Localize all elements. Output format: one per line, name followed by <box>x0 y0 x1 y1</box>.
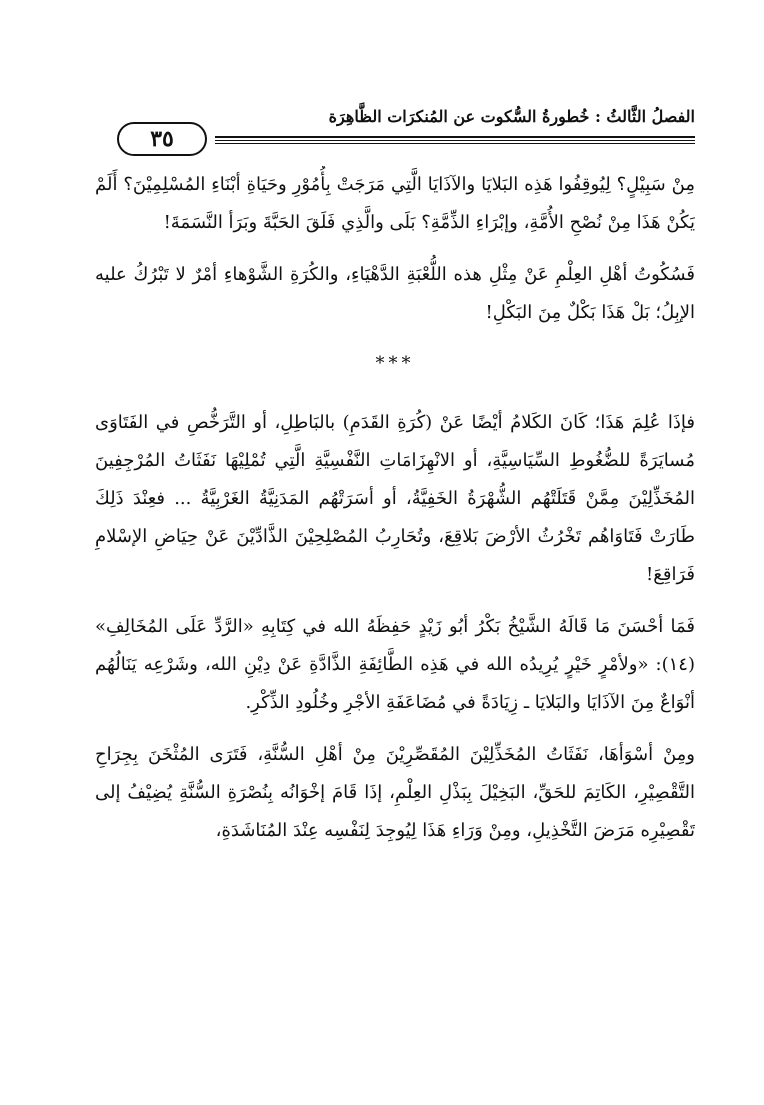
header-rule <box>215 140 695 141</box>
page-header <box>95 98 695 163</box>
page-number: ٣٥ <box>150 126 174 152</box>
paragraph: فَمَا أحْسَنَ مَا قَالَهُ الشَّيْخُ بَكْرُ أبُو زَيْدٍ حَفِظَهُ الله في كِتَابِهِ «الرَّدِّ عَلَى المُخَالِفِ» (١٤): «ولأمْرٍ خَيْرٍ يُرِيدُه الله في هَذِه الطَّائِفَةِ الذَّادَّةِ عَنْ دِيْنِ الله، وشَرْعِه يَنَالُهُم أنْوَاعٌ مِنَ الآذَايَا والبَلايَا ـ زِيَادَةً في مُضَاعَفَةِ الأجْرِ وخُلُودِ الذِّكْرِ. <box>95 616 695 713</box>
paragraph: فَسُكُوتُ أهْلِ العِلْمِ عَنْ مِثْلِ هذه اللُّعْبَةِ الدَّهْيَاءِ، والكُرَةِ الشَّوْهاءِ أمْرٌ لا تَبْرُكُ عليه الإبِلُ؛ بَلْ هَذَا بَكْلٌ مِنَ البَكْلِ! <box>95 264 695 323</box>
page-body <box>95 166 695 1036</box>
paragraph: مِنْ سَبِيْلٍ؟ لِيُوقِفُوا هَذِه البَلايَا والآذَايَا الَّتِي مَرَجَتْ بِأُمُوْرِ وحَيَاةِ أبْنَاءِ المُسْلِمِيْنَ؟ أَلَمْ يَكُنْ هَذَا مِنْ نُصْحِ الأُمَّةِ، وإبْرَاءِ الذِّمَّةِ؟ بَلَى والَّذِي فَلَقَ الحَبَّةَ وبَرَأ النَّسَمَةَ! <box>95 174 695 233</box>
section-separator: *** <box>375 353 415 374</box>
header-rule <box>215 136 695 138</box>
header-rule <box>215 143 695 144</box>
page-number-badge <box>117 122 207 156</box>
paragraph: فإذَا عُلِمَ هَذَا؛ كَانَ الكَلامُ أيْضًا عَنْ (كُرَةِ القَدَمِ) بالبَاطِلِ، أو التَّرَخُّصِ في الفَتَاوَى مُسايَرَةً للضُّغُوطِ السِّيَاسِيَّةِ، أو الانْهِزَامَاتِ النَّفْسِيَّةِ الَّتِي تُمْلِيْهَا نَفَثَاتُ المُرْجِفِينَ المُخَذِّلِيْنَ مِمَّنْ قَتَلَتْهُم الشُّهْرَةُ الخَفِيَّةُ، أو أسَرَتْهُم المَدَنِيَّةُ الغَرْبِيَّةُ ... فعِنْدَ ذَلِكَ طَارَتْ فَتَاوَاهُم تَخْرُثُ الأرْضَ بَلاقِعَ، وتُحَارِبُ المُصْلِحِيْنَ الذَّادِّيْنَ عَنْ حِيَاضِ الإسْلامِ فَرَاقِعَ! <box>95 412 695 585</box>
paragraph: ومِنْ أسْوَأهَا، نَفَثَاتُ المُخَذِّلِيْنَ المُقَصِّرِيْنَ مِنْ أهْلِ السُّنَّةِ، فَتَرَى المُثْخَنَ بِجِرَاحِ التَّقْصِيْرِ، الكَاتِمَ للحَقِّ، البَخِيْلَ بِبَذْلِ العِلْمِ، إذَا قَامَ إخْوَانُه بِنُصْرَةِ السُّنَّةِ يُضِيْفُ إلى تَقْصِيْرِه مَرَضَ التَّخْذِيلِ، ومِنْ وَرَاءِ هَذَا لِيُوجِدَ لِنَفْسِه عِنْدَ المُنَاشَدَةِ، <box>95 744 695 841</box>
running-title: الفصلُ الثَّالثُ : خُطورةُ السُّكوت عن المُنكرَات الظَّاهِرَة <box>328 107 695 126</box>
